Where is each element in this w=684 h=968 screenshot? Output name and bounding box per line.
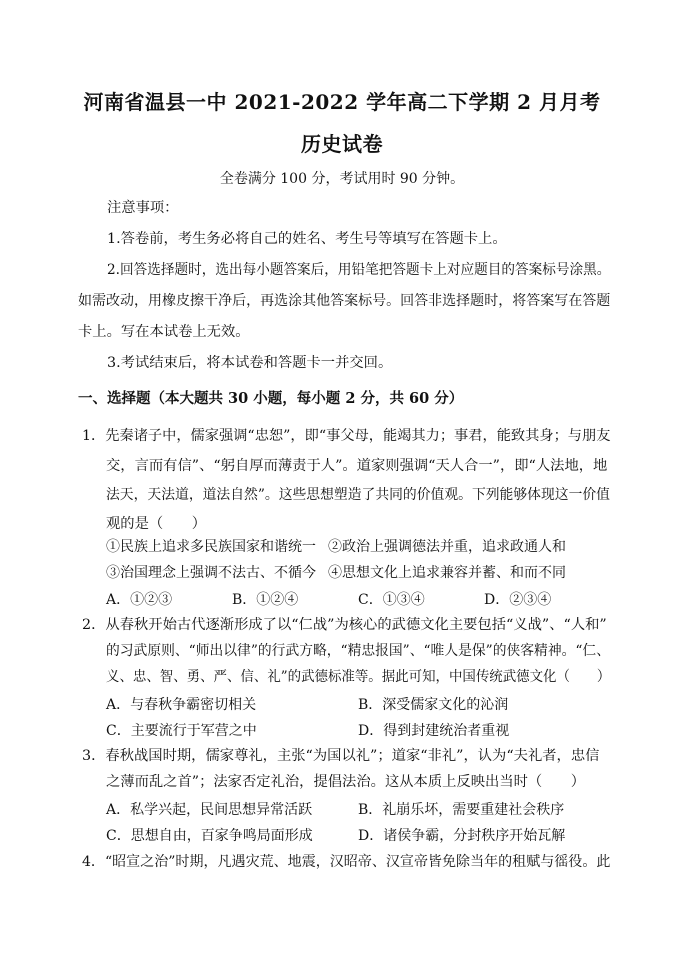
exam-info: 全卷满分 100 分，考试用时 90 分钟。	[219, 171, 465, 187]
q3-option-c: C．思想自由，百家争鸣局面形成	[106, 828, 313, 844]
q2-line-1: 2．从春秋开始古代逐渐形成了以“仁战”为核心的武德文化主要包括“义战”、“人和”	[82, 617, 607, 633]
note-2-line-1: 2.回答选择题时，选出每小题答案后，用铅笔把答题卡上对应题目的答案标号涂黑。	[107, 262, 611, 278]
q2-option-c: C．主要流行于军营之中	[106, 723, 257, 739]
q1-option-b: B．①②④	[232, 592, 299, 608]
note-2-line-3: 卡上。写在本试卷上无效。	[78, 324, 250, 340]
q1-statement-4: ④思想文化上追求兼容并蓄、和而不同	[328, 565, 566, 581]
q2-line-2: 的习武原则、“师出以律”的行武方略，“精忠报国”、“唯人是保”的侠客精神。“仁、	[106, 643, 610, 659]
q3-option-b: B．礼崩乐坏，需要重建社会秩序	[358, 802, 565, 818]
q1-option-a: A．①②③	[106, 592, 173, 608]
q2-line-3: 义、忠、智、勇、严、信、礼”的武德标准等。据此可知，中国传统武德文化（ ）	[106, 669, 611, 685]
q1-line-4: 观的是（ ）	[106, 516, 207, 532]
q3-option-d: D．诸侯争霸，分封秩序开始瓦解	[358, 828, 566, 844]
note-2-line-2: 如需改动，用橡皮擦干净后，再选涂其他答案标号。回答非选择题时，将答案写在答题	[78, 293, 611, 309]
notes-heading: 注意事项：	[107, 200, 179, 216]
q3-option-a: A．私学兴起，民间思想异常活跃	[106, 802, 313, 818]
q2-option-b: B．深受儒家文化的沁润	[358, 697, 509, 713]
page-subtitle: 历史试卷	[301, 132, 383, 156]
q1-line-3: 法天，天法道，道法自然”。这些思想塑造了共同的价值观。下列能够体现这一价值	[106, 487, 610, 503]
q1-statement-2: ②政治上强调德法并重，追求政通人和	[328, 539, 566, 555]
note-1: 1.答卷前，考生务必将自己的姓名、考生号等填写在答题卡上。	[107, 231, 507, 247]
q1-option-d: D．②③④	[484, 592, 552, 608]
q2-option-a: A．与春秋争霸密切相关	[106, 697, 257, 713]
q1-line-2: 交，言而有信”、“躬自厚而薄责于人”。道家则强调“天人合一”，即“人法地，地	[106, 458, 608, 474]
section-heading: 一、选择题（本大题共 30 小题，每小题 2 分，共 60 分）	[78, 390, 464, 407]
q2-option-d: D．得到封建统治者重视	[358, 723, 510, 739]
q1-line-1: 1．先秦诸子中，儒家强调“忠恕”，即“事父母，能竭其力；事君，能致其身；与朋友	[82, 428, 611, 444]
q4-line-1: 4．“昭宣之治”时期，凡遇灾荒、地震，汉昭帝、汉宣帝皆免除当年的租赋与徭役。此	[82, 854, 611, 870]
q1-statement-3: ③治国理念上强调不法古、不循今	[106, 565, 316, 581]
q3-line-1: 3．春秋战国时期，儒家尊礼，主张“为国以礼”；道家“非礼”，认为“夫礼者，忠信	[82, 748, 600, 764]
page-title: 河南省温县一中 2021-2022 学年高二下学期 2 月月考	[83, 90, 601, 114]
q3-line-2: 之薄而乱之首”；法家否定礼治，提倡法治。这从本质上反映出当时（ ）	[106, 774, 586, 790]
q1-statement-1: ①民族上追求多民族国家和谐统一	[106, 539, 316, 555]
q1-option-c: C．①③④	[358, 592, 425, 608]
note-3: 3.考试结束后，将本试卷和答题卡一并交回。	[107, 355, 393, 371]
